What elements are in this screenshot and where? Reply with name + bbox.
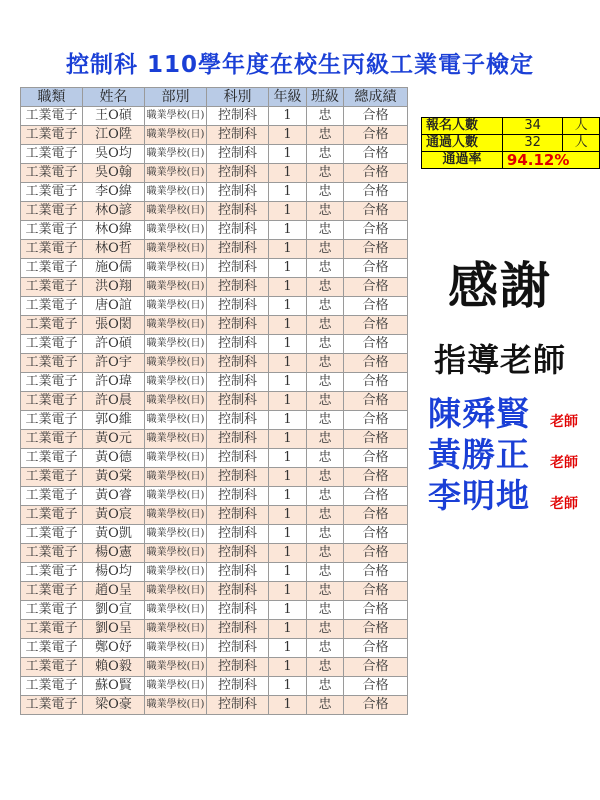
cell-grade: 1 [269,582,307,601]
cell-class: 忠 [307,487,344,506]
cell-trade: 工業電子 [21,468,83,487]
cell-class: 忠 [307,221,344,240]
cell-trade: 工業電子 [21,582,83,601]
cell-division: 職業學校(日) [145,297,207,316]
table-row [21,677,408,696]
cell-result: 合格 [344,430,408,449]
cell-name: 吳O均 [83,145,145,164]
cell-trade: 工業電子 [21,373,83,392]
cell-class: 忠 [307,544,344,563]
teacher-name: 陳舜賢 [428,394,530,433]
cell-name: 林O緯 [83,221,145,240]
cell-class: 忠 [307,183,344,202]
cell-trade: 工業電子 [21,639,83,658]
cell-trade: 工業電子 [21,506,83,525]
cell-grade: 1 [269,696,307,715]
cell-department: 控制科 [207,392,269,411]
cell-division: 職業學校(日) [145,544,207,563]
cell-trade: 工業電子 [21,430,83,449]
cell-grade: 1 [269,373,307,392]
cell-grade: 1 [269,259,307,278]
cell-grade: 1 [269,392,307,411]
cell-result: 合格 [344,373,408,392]
table-row [21,582,408,601]
cell-department: 控制科 [207,582,269,601]
cell-grade: 1 [269,278,307,297]
cell-result: 合格 [344,506,408,525]
cell-trade: 工業電子 [21,354,83,373]
cell-division: 職業學校(日) [145,373,207,392]
cell-grade: 1 [269,183,307,202]
table-row [21,240,408,259]
teacher-honorific: 老師 [550,454,578,471]
cell-grade: 1 [269,297,307,316]
cell-class: 忠 [307,411,344,430]
cell-class: 忠 [307,677,344,696]
cell-department: 控制科 [207,544,269,563]
table-row [21,107,408,126]
cell-result: 合格 [344,278,408,297]
cell-name: 黃O宸 [83,506,145,525]
cell-name: 黃O棠 [83,468,145,487]
cell-class: 忠 [307,259,344,278]
cell-division: 職業學校(日) [145,221,207,240]
cell-name: 黃O凱 [83,525,145,544]
table-row [21,563,408,582]
cell-grade: 1 [269,126,307,145]
cell-department: 控制科 [207,411,269,430]
cell-name: 梁O豪 [83,696,145,715]
cell-department: 控制科 [207,696,269,715]
cell-name: 許O碩 [83,335,145,354]
thanks-heading: 感謝 [448,257,552,315]
cell-trade: 工業電子 [21,411,83,430]
table-row [21,506,408,525]
table-row [21,411,408,430]
teacher-honorific: 老師 [550,413,578,430]
cell-class: 忠 [307,392,344,411]
cell-grade: 1 [269,202,307,221]
cell-department: 控制科 [207,107,269,126]
cell-grade: 1 [269,677,307,696]
cell-result: 合格 [344,620,408,639]
cell-class: 忠 [307,601,344,620]
cell-department: 控制科 [207,297,269,316]
rate-value: 94.12% [502,152,599,169]
cell-trade: 工業電子 [21,259,83,278]
cell-name: 許O瑋 [83,373,145,392]
cell-division: 職業學校(日) [145,145,207,164]
cell-trade: 工業電子 [21,164,83,183]
cell-division: 職業學校(日) [145,354,207,373]
cell-division: 職業學校(日) [145,202,207,221]
cell-department: 控制科 [207,525,269,544]
cell-class: 忠 [307,240,344,259]
table-row [21,468,408,487]
cell-name: 蘇O賢 [83,677,145,696]
cell-name: 楊O憲 [83,544,145,563]
registered-value: 34 [502,118,562,135]
cell-department: 控制科 [207,164,269,183]
cell-grade: 1 [269,316,307,335]
cell-division: 職業學校(日) [145,107,207,126]
cell-division: 職業學校(日) [145,240,207,259]
advisor-heading: 指導老師 [434,341,567,379]
cell-division: 職業學校(日) [145,525,207,544]
cell-grade: 1 [269,107,307,126]
cell-grade: 1 [269,601,307,620]
cell-trade: 工業電子 [21,297,83,316]
cell-grade: 1 [269,468,307,487]
cell-grade: 1 [269,620,307,639]
table-row [21,696,408,715]
teacher-honorific: 老師 [550,495,578,512]
cell-class: 忠 [307,126,344,145]
cell-result: 合格 [344,677,408,696]
cell-result: 合格 [344,563,408,582]
cell-name: 劉O呈 [83,620,145,639]
passed-unit: 人 [563,135,600,152]
cell-class: 忠 [307,316,344,335]
cell-class: 忠 [307,145,344,164]
cell-result: 合格 [344,202,408,221]
teacher-entry [428,429,578,476]
cell-grade: 1 [269,506,307,525]
table-row [21,164,408,183]
cell-result: 合格 [344,449,408,468]
cell-division: 職業學校(日) [145,487,207,506]
cell-result: 合格 [344,468,408,487]
stats-registered-row [422,118,600,135]
cell-grade: 1 [269,563,307,582]
table-row [21,525,408,544]
cell-division: 職業學校(日) [145,259,207,278]
cell-name: 林O諺 [83,202,145,221]
cell-trade: 工業電子 [21,525,83,544]
cell-trade: 工業電子 [21,696,83,715]
cell-department: 控制科 [207,183,269,202]
cell-class: 忠 [307,563,344,582]
cell-trade: 工業電子 [21,563,83,582]
cell-name: 張O閎 [83,316,145,335]
cell-result: 合格 [344,411,408,430]
cell-division: 職業學校(日) [145,620,207,639]
cell-division: 職業學校(日) [145,335,207,354]
table-header-row [21,88,408,107]
table-row [21,487,408,506]
cell-grade: 1 [269,430,307,449]
cell-department: 控制科 [207,373,269,392]
cell-name: 唐O誼 [83,297,145,316]
cell-trade: 工業電子 [21,544,83,563]
cell-result: 合格 [344,487,408,506]
passed-label: 通過人數 [422,135,503,152]
header-department: 科別 [207,88,269,107]
cell-result: 合格 [344,696,408,715]
cell-department: 控制科 [207,240,269,259]
table-row [21,259,408,278]
cell-grade: 1 [269,639,307,658]
cell-name: 許O晨 [83,392,145,411]
teacher-entry [428,388,578,435]
cell-grade: 1 [269,164,307,183]
table-row [21,221,408,240]
cell-result: 合格 [344,259,408,278]
cell-department: 控制科 [207,563,269,582]
cell-class: 忠 [307,107,344,126]
header-result: 總成績 [344,88,408,107]
cell-department: 控制科 [207,221,269,240]
cell-division: 職業學校(日) [145,468,207,487]
cell-result: 合格 [344,354,408,373]
table-row [21,202,408,221]
cell-class: 忠 [307,164,344,183]
cell-department: 控制科 [207,468,269,487]
cell-result: 合格 [344,544,408,563]
cell-division: 職業學校(日) [145,601,207,620]
table-row [21,126,408,145]
header-name: 姓名 [83,88,145,107]
cell-result: 合格 [344,639,408,658]
cell-department: 控制科 [207,430,269,449]
cell-name: 江O陞 [83,126,145,145]
results-table [20,87,408,715]
cell-trade: 工業電子 [21,620,83,639]
cell-department: 控制科 [207,202,269,221]
cell-class: 忠 [307,658,344,677]
cell-grade: 1 [269,525,307,544]
cell-department: 控制科 [207,601,269,620]
cell-result: 合格 [344,183,408,202]
cell-name: 趙O呈 [83,582,145,601]
cell-division: 職業學校(日) [145,183,207,202]
cell-name: 許O宇 [83,354,145,373]
cell-division: 職業學校(日) [145,506,207,525]
cell-department: 控制科 [207,259,269,278]
table-row [21,639,408,658]
passed-value: 32 [502,135,562,152]
cell-class: 忠 [307,582,344,601]
cell-division: 職業學校(日) [145,278,207,297]
cell-division: 職業學校(日) [145,126,207,145]
cell-grade: 1 [269,221,307,240]
cell-division: 職業學校(日) [145,449,207,468]
cell-name: 楊O均 [83,563,145,582]
cell-trade: 工業電子 [21,107,83,126]
cell-class: 忠 [307,449,344,468]
cell-result: 合格 [344,107,408,126]
cell-result: 合格 [344,164,408,183]
cell-grade: 1 [269,240,307,259]
registered-unit: 人 [563,118,600,135]
cell-division: 職業學校(日) [145,164,207,183]
teacher-name: 李明地 [428,476,530,515]
cell-trade: 工業電子 [21,392,83,411]
cell-division: 職業學校(日) [145,696,207,715]
cell-class: 忠 [307,202,344,221]
cell-department: 控制科 [207,126,269,145]
table-row [21,392,408,411]
table-row [21,183,408,202]
cell-name: 吳O翰 [83,164,145,183]
cell-name: 劉O宣 [83,601,145,620]
teacher-entry [428,470,578,517]
cell-result: 合格 [344,525,408,544]
cell-department: 控制科 [207,620,269,639]
table-row [21,316,408,335]
cell-department: 控制科 [207,639,269,658]
cell-name: 郭O維 [83,411,145,430]
cell-department: 控制科 [207,487,269,506]
table-row [21,620,408,639]
stats-rate-row [422,152,600,169]
cell-class: 忠 [307,373,344,392]
cell-division: 職業學校(日) [145,392,207,411]
cell-division: 職業學校(日) [145,411,207,430]
cell-class: 忠 [307,525,344,544]
table-row [21,449,408,468]
table-row [21,278,408,297]
cell-trade: 工業電子 [21,487,83,506]
header-class: 班級 [307,88,344,107]
table-row [21,601,408,620]
cell-grade: 1 [269,335,307,354]
cell-result: 合格 [344,297,408,316]
cell-class: 忠 [307,335,344,354]
cell-department: 控制科 [207,506,269,525]
cell-name: 鄭O妤 [83,639,145,658]
cell-class: 忠 [307,620,344,639]
cell-result: 合格 [344,145,408,164]
cell-division: 職業學校(日) [145,582,207,601]
cell-grade: 1 [269,354,307,373]
page-title: 控制科 110學年度在校生丙級工業電子檢定 [65,52,535,78]
cell-result: 合格 [344,316,408,335]
table-row [21,145,408,164]
cell-name: 賴O毅 [83,658,145,677]
rate-label: 通過率 [422,152,503,169]
table-row [21,544,408,563]
cell-trade: 工業電子 [21,316,83,335]
cell-grade: 1 [269,411,307,430]
cell-trade: 工業電子 [21,240,83,259]
cell-division: 職業學校(日) [145,677,207,696]
cell-trade: 工業電子 [21,601,83,620]
cell-class: 忠 [307,430,344,449]
cell-trade: 工業電子 [21,221,83,240]
cell-class: 忠 [307,278,344,297]
table-row [21,430,408,449]
cell-department: 控制科 [207,354,269,373]
cell-department: 控制科 [207,278,269,297]
cell-result: 合格 [344,392,408,411]
cell-result: 合格 [344,601,408,620]
cell-result: 合格 [344,126,408,145]
cell-result: 合格 [344,240,408,259]
cell-trade: 工業電子 [21,145,83,164]
cell-name: 林O哲 [83,240,145,259]
cell-department: 控制科 [207,316,269,335]
cell-class: 忠 [307,354,344,373]
cell-division: 職業學校(日) [145,658,207,677]
cell-result: 合格 [344,335,408,354]
cell-class: 忠 [307,506,344,525]
cell-result: 合格 [344,658,408,677]
cell-trade: 工業電子 [21,335,83,354]
cell-division: 職業學校(日) [145,316,207,335]
table-row [21,297,408,316]
cell-name: 王O碩 [83,107,145,126]
cell-division: 職業學校(日) [145,639,207,658]
header-trade: 職類 [21,88,83,107]
cell-trade: 工業電子 [21,183,83,202]
cell-division: 職業學校(日) [145,563,207,582]
registered-label: 報名人數 [422,118,503,135]
cell-trade: 工業電子 [21,677,83,696]
header-grade: 年級 [269,88,307,107]
cell-grade: 1 [269,658,307,677]
cell-department: 控制科 [207,449,269,468]
cell-name: 施O儒 [83,259,145,278]
table-body [21,107,408,715]
cell-trade: 工業電子 [21,202,83,221]
cell-department: 控制科 [207,145,269,164]
cell-name: 黃O德 [83,449,145,468]
table-row [21,373,408,392]
cell-name: 洪O翔 [83,278,145,297]
table-row [21,658,408,677]
cell-department: 控制科 [207,658,269,677]
cell-name: 黃O元 [83,430,145,449]
cell-trade: 工業電子 [21,449,83,468]
cell-grade: 1 [269,449,307,468]
cell-trade: 工業電子 [21,658,83,677]
stats-passed-row [422,135,600,152]
cell-name: 李O緯 [83,183,145,202]
cell-grade: 1 [269,145,307,164]
table-row [21,354,408,373]
cell-grade: 1 [269,544,307,563]
table-row [21,335,408,354]
teacher-name: 黃勝正 [428,435,530,474]
cell-trade: 工業電子 [21,126,83,145]
stats-box [421,117,600,169]
cell-name: 黃O睿 [83,487,145,506]
cell-class: 忠 [307,297,344,316]
cell-department: 控制科 [207,677,269,696]
cell-class: 忠 [307,696,344,715]
cell-division: 職業學校(日) [145,430,207,449]
cell-class: 忠 [307,468,344,487]
cell-result: 合格 [344,221,408,240]
cell-grade: 1 [269,487,307,506]
header-division: 部別 [145,88,207,107]
cell-trade: 工業電子 [21,278,83,297]
cell-class: 忠 [307,639,344,658]
cell-result: 合格 [344,582,408,601]
cell-department: 控制科 [207,335,269,354]
